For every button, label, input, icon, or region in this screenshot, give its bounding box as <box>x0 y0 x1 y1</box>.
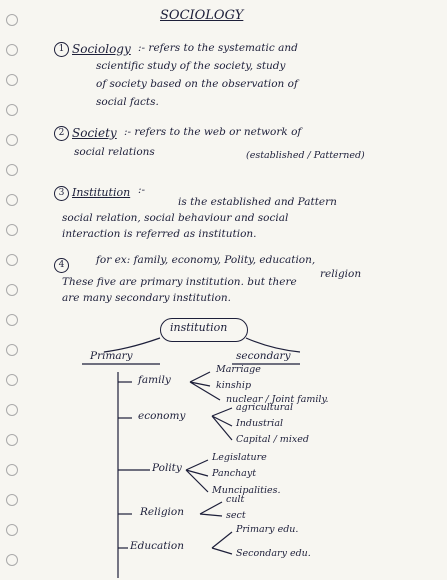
definition-line: social relations <box>74 146 155 158</box>
term-society: Society <box>72 126 117 140</box>
item-number: 4 <box>54 258 69 273</box>
leaf: kinship <box>216 380 252 391</box>
leaf: Industrial <box>236 418 284 429</box>
branch-family: family <box>138 374 171 386</box>
tree-root: institution <box>170 321 228 334</box>
term-sociology: Sociology <box>72 42 131 56</box>
branch-education: Education <box>130 540 184 552</box>
leaf: Panchayt <box>212 468 257 479</box>
definition-line: is the established and Pattern <box>178 196 337 208</box>
definition-line: :- <box>138 184 146 196</box>
leaf: Secondary edu. <box>236 548 311 559</box>
example-line: are many secondary institution. <box>62 292 231 304</box>
definition-line: :- refers to the web or network of <box>124 126 302 138</box>
term-institution: Institution <box>72 186 131 199</box>
primary-label: Primary <box>90 350 133 362</box>
definition-note: (established / Patterned) <box>246 150 365 161</box>
leaf: agricultural <box>236 402 293 413</box>
leaf: nuclear / Joint family. <box>226 394 329 405</box>
branch-religion: Religion <box>140 506 184 518</box>
example-line: These five are primary institution. but there <box>62 276 297 288</box>
definition-line: scientific study of the society, study <box>96 60 286 72</box>
example-line: religion <box>320 268 362 280</box>
definition-line: :- refers to the systematic and <box>138 42 298 54</box>
leaf: Capital / mixed <box>236 434 309 445</box>
leaf: Muncipalities. <box>212 485 281 496</box>
item-number: 1 <box>54 42 69 57</box>
example-line: for ex: family, economy, Polity, education, <box>96 254 316 266</box>
leaf: cult <box>226 494 245 505</box>
definition-line: social facts. <box>96 96 159 108</box>
page-title: SOCIOLOGY <box>160 8 244 23</box>
leaf: Primary edu. <box>236 524 299 535</box>
definition-line: interaction is referred as institution. <box>62 228 257 240</box>
definition-line: social relation, social behaviour and social <box>62 212 289 224</box>
secondary-label: secondary <box>236 350 291 362</box>
leaf: sect <box>226 510 246 521</box>
item-number: 2 <box>54 126 69 141</box>
definition-line: of society based on the observation of <box>96 78 298 90</box>
leaf: Marriage <box>216 364 261 375</box>
leaf: Legislature <box>212 452 267 463</box>
branch-polity: Polity <box>152 462 182 474</box>
branch-economy: economy <box>138 410 186 422</box>
item-number: 3 <box>54 186 69 201</box>
